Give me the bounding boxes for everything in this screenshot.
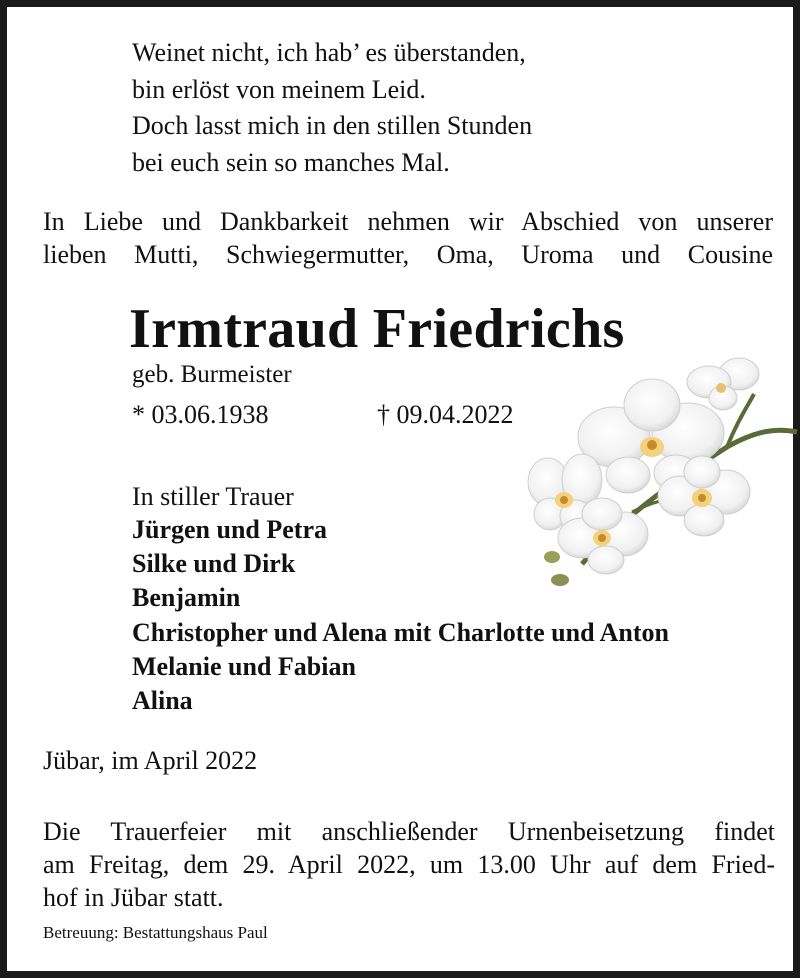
- intro-line: lieben Mutti, Schwiegermutter, Oma, Uroma und Cousine: [43, 240, 773, 269]
- intro-text: [43, 205, 773, 271]
- mourner-name: Benjamin: [132, 583, 241, 613]
- mourners-label: In stiller Trauer: [132, 482, 294, 511]
- poem-line: Doch lasst mich in den stillen Stunden: [132, 111, 533, 140]
- poem-line: bei euch sein so manches Mal.: [132, 147, 450, 177]
- birth-date: * 03.06.1938: [132, 400, 269, 429]
- intro-line: In Liebe und Dankbarkeit nehmen wir Abschied von unserer: [43, 207, 773, 236]
- poem-line: bin erlöst von meinem Leid.: [132, 74, 426, 104]
- place-date: Jübar, im April 2022: [43, 746, 258, 775]
- mourner-name: Silke und Dirk: [132, 549, 296, 579]
- mourner-name: Melanie und Fabian: [132, 651, 356, 681]
- poem: [132, 35, 532, 181]
- deceased-name: Irmtraud Friedrichs: [129, 298, 625, 360]
- ceremony-line: Die Trauerfeier mit anschließender Urnenbeisetzung findet: [43, 817, 775, 846]
- funeral-home-credit: Betreuung: Bestattungshaus Paul: [43, 923, 268, 942]
- death-date: † 09.04.2022: [377, 400, 514, 429]
- mourners-list: [132, 513, 669, 718]
- mourner-name: Christopher und Alena mit Charlotte und Anton: [132, 617, 669, 647]
- mourner-name: Alina: [132, 686, 193, 716]
- ceremony-line: hof in Jübar statt.: [43, 883, 224, 912]
- maiden-name: geb. Burmeister: [132, 361, 292, 388]
- mourner-name: Jürgen und Petra: [132, 515, 327, 544]
- ceremony-line: am Freitag, dem 29. April 2022, um 13.00 Uhr auf dem Fried-: [43, 850, 775, 879]
- ceremony-text: [43, 815, 775, 914]
- poem-line: Weinet nicht, ich hab’ es überstanden,: [132, 38, 526, 67]
